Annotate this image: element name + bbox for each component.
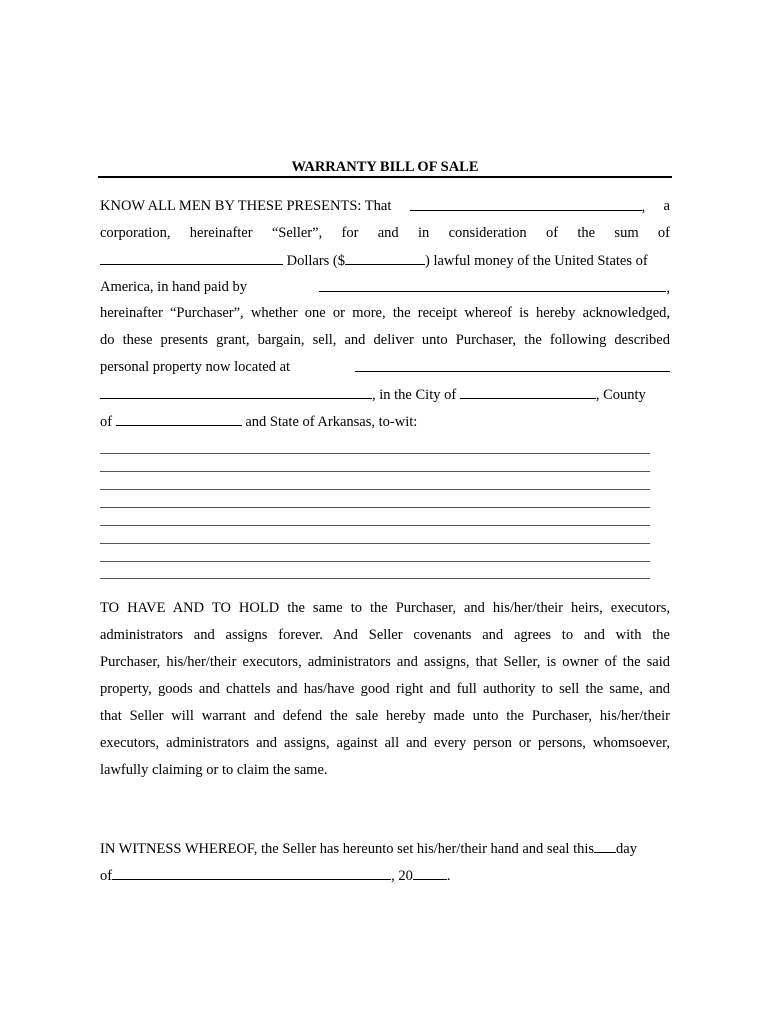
property-location-field[interactable] <box>355 358 670 372</box>
para2-line: Purchaser, his/her/their executors, administrators and assigns, that Seller, is owner of the said <box>100 654 670 670</box>
witness-line1: IN WITNESS WHEREOF, the Seller has hereunto set his/her/their hand and seal this day <box>100 841 637 857</box>
para1-line5: hereinafter “Purchaser”, whether one or more, the receipt whereof is hereby acknowledged, <box>100 305 670 321</box>
para2-line: that Seller will warrant and defend the sale hereby made unto the Purchaser, his/her/their <box>100 708 670 724</box>
para1-line4: America, in hand paid by , <box>100 279 670 296</box>
para2-line: lawfully claiming or to claim the same. <box>100 762 328 778</box>
know-all-men-text: KNOW ALL MEN BY THESE PRESENTS: That <box>100 198 392 214</box>
description-line[interactable] <box>100 561 650 562</box>
para1-line2: corporation, hereinafter “Seller”, for and in consideration of the sum of <box>100 225 670 241</box>
para1-line8: , in the City of , County <box>100 385 670 403</box>
description-line[interactable] <box>100 543 650 544</box>
seller-name-field[interactable] <box>410 197 642 211</box>
description-line[interactable] <box>100 578 650 579</box>
description-line[interactable] <box>100 525 650 526</box>
paid-by-field[interactable] <box>319 278 666 292</box>
year-field[interactable] <box>413 866 447 880</box>
description-line[interactable] <box>100 489 650 490</box>
para2-line: administrators and assigns forever. And Seller covenants and agrees to and with the <box>100 627 670 643</box>
document-title: WARRANTY BILL OF SALE <box>291 159 479 175</box>
month-field[interactable] <box>112 866 391 880</box>
para1-line3: Dollars ($ ) lawful money of the United States of <box>100 251 670 269</box>
sum-amount-field[interactable] <box>345 251 425 265</box>
description-line[interactable] <box>100 453 650 454</box>
sum-words-field[interactable] <box>100 251 283 265</box>
city-field[interactable] <box>460 385 596 399</box>
title-underline <box>98 176 672 178</box>
location-continued-field[interactable] <box>100 385 372 399</box>
para1-line6: do these presents grant, bargain, sell, and deliver unto Purchaser, the following described <box>100 332 670 348</box>
para2-line: property, goods and chattels and has/have good right and full authority to sell the same, and <box>100 681 670 697</box>
description-line[interactable] <box>100 507 650 508</box>
description-line[interactable] <box>100 471 650 472</box>
para1-line9: of and State of Arkansas, to-wit: <box>100 414 418 430</box>
county-field[interactable] <box>116 412 242 426</box>
day-field[interactable] <box>594 839 616 853</box>
para2-line: executors, administrators and assigns, against all and every person or persons, whomsoever, <box>100 735 670 751</box>
para1-line1: KNOW ALL MEN BY THESE PRESENTS: That , a <box>100 198 670 215</box>
para1-line7: personal property now located at <box>100 358 670 376</box>
para2-line: TO HAVE AND TO HOLD the same to the Purchaser, and his/her/their heirs, executors, <box>100 600 670 616</box>
witness-line2: of , 20 . <box>100 868 451 884</box>
